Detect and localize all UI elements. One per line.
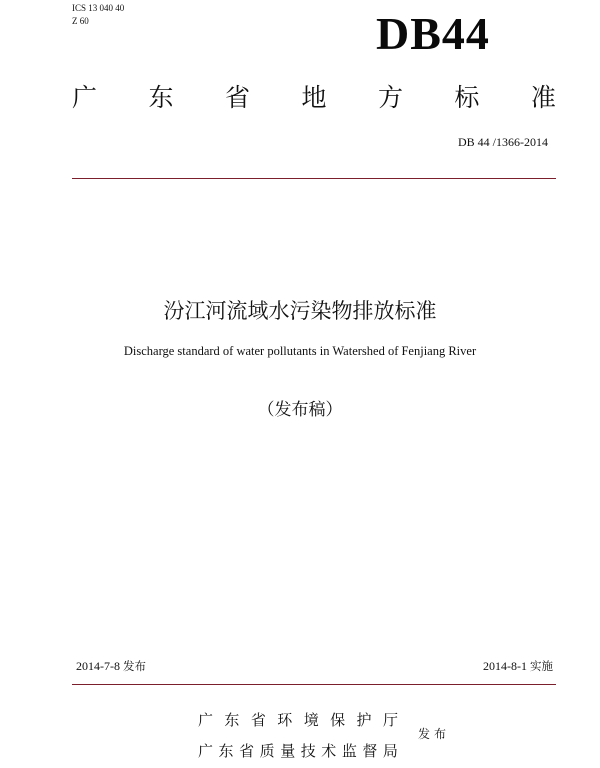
issuer-char: 环 — [277, 711, 293, 729]
ics-code: ICS 13 040 40 — [72, 3, 125, 13]
issuer-char: 量 — [280, 742, 296, 760]
issuer-char: 监 — [341, 742, 357, 760]
issuer-publish-label: 发布 — [418, 727, 451, 741]
heading-char: 省 — [224, 83, 250, 112]
issuer-char: 厅 — [382, 711, 398, 729]
issuer-char: 广 — [198, 742, 214, 760]
heading-char: 方 — [377, 83, 403, 112]
issuer-char: 东 — [218, 742, 234, 760]
issuer-char: 东 — [224, 711, 240, 729]
heading-char: 广 — [72, 83, 98, 112]
publish-date: 2014-7-8 — [76, 659, 120, 673]
issuer-char: 质 — [259, 742, 275, 760]
publish-date-line — [76, 658, 146, 674]
top-divider — [72, 178, 556, 179]
heading-char: 东 — [148, 83, 174, 112]
issuer-char: 广 — [198, 711, 214, 729]
issuer-environment-dept — [198, 710, 398, 730]
issuer-char: 保 — [330, 711, 346, 729]
issuer-char: 局 — [382, 742, 398, 760]
bottom-divider — [72, 684, 556, 685]
implement-date: 2014-8-1 — [483, 659, 527, 673]
document-title-english: Discharge standard of water pollutants in Watershed of Fenjiang River — [123, 344, 477, 358]
issuer-char: 督 — [362, 742, 378, 760]
standard-number: DB 44 /1366-2014 — [458, 135, 548, 149]
issuer-char: 护 — [356, 711, 372, 729]
db44-logo: DB44 — [376, 8, 490, 59]
document-title-chinese: 汾江河流域水污染物排放标准 — [163, 299, 437, 323]
issuer-char: 省 — [250, 711, 266, 729]
classification-code: Z 60 — [72, 16, 89, 26]
publish-date-label: 发布 — [123, 659, 146, 673]
issuer-quality-bureau — [198, 741, 398, 761]
issuer-char: 技 — [300, 742, 316, 760]
issuer-char: 术 — [321, 742, 337, 760]
heading-char: 地 — [301, 83, 327, 112]
issuer-char: 省 — [239, 742, 255, 760]
implement-date-line — [483, 658, 553, 674]
implement-date-label: 实施 — [530, 659, 553, 673]
heading-char: 准 — [530, 83, 556, 112]
issuer-char: 境 — [303, 711, 319, 729]
standard-type-heading — [72, 82, 556, 114]
draft-status: （发布稿） — [257, 400, 343, 420]
heading-char: 标 — [454, 83, 480, 112]
